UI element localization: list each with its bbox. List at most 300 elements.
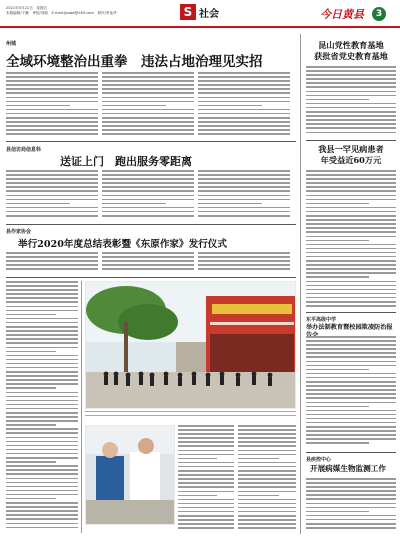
text-line	[238, 466, 296, 468]
text-line	[6, 334, 78, 336]
text-line	[306, 78, 396, 80]
text-line	[102, 178, 194, 180]
text-line	[6, 392, 78, 394]
text-line	[306, 519, 396, 521]
text-line	[102, 195, 194, 197]
text-line	[178, 515, 234, 517]
text-line	[178, 491, 234, 493]
text-line	[178, 437, 234, 439]
text-line	[6, 80, 98, 82]
text-line	[102, 105, 166, 107]
text-line	[306, 281, 396, 283]
text-line	[6, 318, 78, 320]
text-line	[6, 260, 98, 262]
text-line	[306, 348, 396, 350]
text-line	[198, 186, 290, 188]
lower-text-col2	[238, 425, 296, 533]
text-line	[238, 486, 296, 488]
text-line	[102, 117, 194, 119]
text-line	[306, 199, 396, 201]
text-line	[6, 117, 98, 119]
text-line	[6, 428, 78, 430]
text-line	[306, 336, 396, 338]
text-line	[306, 414, 396, 416]
text-line	[306, 264, 396, 266]
text-line	[6, 306, 78, 308]
masthead-editors: 本版编辑/于鹏 审校/刘敏 E-mail:jjxsbd@163.com 制作/李连华	[6, 11, 117, 15]
text-line	[306, 123, 396, 125]
text-line	[198, 133, 290, 135]
text-line	[6, 133, 98, 135]
text-line	[102, 121, 194, 123]
text-line	[6, 101, 98, 103]
text-line	[102, 211, 194, 213]
text-line	[306, 410, 396, 412]
text-line	[6, 461, 56, 463]
text-line	[198, 101, 290, 103]
text-line	[6, 367, 78, 369]
text-line	[6, 375, 78, 377]
petition-text-col1	[6, 170, 98, 220]
text-line	[306, 115, 396, 117]
text-line	[306, 207, 396, 209]
text-line	[6, 371, 78, 373]
age-headline-1: 我县一罕见病患者	[318, 144, 384, 154]
text-line	[178, 486, 234, 488]
text-line	[178, 499, 234, 501]
text-line	[6, 379, 78, 381]
text-line	[6, 289, 78, 291]
text-line	[6, 359, 78, 361]
petition-headline: 送证上门 跑出服务零距离	[60, 155, 192, 168]
text-line	[306, 256, 396, 258]
text-line	[198, 170, 290, 172]
text-line	[306, 381, 396, 383]
age-text	[306, 170, 396, 310]
text-line	[6, 268, 98, 270]
text-line	[6, 342, 78, 344]
text-line	[6, 215, 98, 217]
text-line	[178, 474, 234, 476]
text-line	[6, 424, 56, 426]
text-line	[306, 170, 396, 172]
divider	[6, 141, 296, 142]
campus-photo-art	[86, 282, 296, 409]
text-line	[6, 326, 78, 328]
text-line	[306, 127, 396, 129]
writers-kicker: 县作家协会	[6, 229, 32, 235]
text-line	[198, 109, 290, 111]
text-line	[198, 84, 290, 86]
text-line	[306, 377, 396, 379]
text-line	[306, 422, 396, 424]
text-line	[6, 199, 98, 201]
text-line	[198, 129, 290, 131]
text-line	[306, 82, 396, 84]
text-line	[306, 215, 396, 217]
text-line	[238, 433, 296, 435]
text-line	[178, 495, 217, 497]
text-line	[102, 264, 194, 266]
text-line	[306, 240, 369, 242]
text-line	[238, 507, 296, 509]
party-base-headline	[306, 40, 396, 62]
text-line	[306, 74, 396, 76]
text-line	[238, 495, 279, 497]
text-line	[6, 293, 78, 295]
text-line	[102, 252, 194, 254]
text-line	[102, 203, 166, 205]
text-line	[198, 256, 290, 258]
text-line	[6, 186, 98, 188]
text-line	[6, 457, 78, 459]
text-line	[178, 482, 234, 484]
text-line	[306, 227, 396, 229]
text-line	[102, 113, 194, 115]
text-line	[306, 219, 396, 221]
masthead	[0, 0, 400, 28]
text-line	[306, 426, 396, 428]
text-line	[6, 285, 78, 287]
text-line	[306, 406, 369, 408]
text-line	[6, 195, 98, 197]
text-line	[306, 66, 396, 68]
text-line	[178, 523, 234, 525]
text-line	[178, 478, 234, 480]
text-line	[198, 80, 290, 82]
text-line	[238, 450, 296, 452]
text-line	[198, 207, 290, 209]
text-line	[6, 113, 98, 115]
text-line	[6, 129, 98, 131]
text-line	[306, 430, 396, 432]
text-line	[102, 207, 194, 209]
text-line	[306, 99, 369, 101]
monitor-headline: 开展病媒生物监测工作	[310, 464, 386, 473]
text-line	[198, 252, 290, 254]
text-line	[306, 365, 396, 367]
text-line	[306, 260, 396, 262]
text-line	[306, 305, 396, 307]
text-line	[306, 297, 396, 299]
text-line	[178, 462, 234, 464]
text-line	[238, 511, 296, 513]
text-line	[306, 174, 396, 176]
text-line	[6, 207, 98, 209]
text-line	[306, 223, 396, 225]
text-line	[306, 103, 396, 105]
text-line	[102, 215, 194, 217]
text-line	[306, 438, 396, 440]
text-line	[306, 434, 396, 436]
text-line	[6, 518, 78, 520]
text-line	[306, 523, 396, 525]
text-line	[6, 420, 78, 422]
text-line	[306, 503, 396, 505]
text-line	[306, 393, 396, 395]
text-line	[6, 92, 98, 94]
text-line	[6, 400, 78, 402]
section-name: 社会	[199, 9, 219, 20]
text-line	[198, 117, 290, 119]
writers-headline: 举行2020年度总结表彰暨《东原作家》发行仪式	[18, 239, 227, 250]
text-line	[238, 515, 296, 517]
photo-caption	[85, 411, 296, 421]
text-line	[198, 72, 290, 74]
text-line	[6, 494, 78, 496]
text-line	[102, 72, 194, 74]
text-line	[198, 199, 290, 201]
page-number: 3	[372, 7, 386, 21]
writers-text-col3	[198, 252, 290, 274]
divider	[6, 224, 296, 225]
text-line	[198, 182, 290, 184]
text-line	[306, 276, 369, 278]
text-line	[306, 195, 396, 197]
text-line	[6, 256, 98, 258]
text-line	[6, 453, 78, 455]
text-line	[306, 268, 396, 270]
medical-photo-art	[86, 426, 175, 525]
text-line	[238, 503, 296, 505]
text-line	[198, 125, 290, 127]
text-line	[238, 441, 296, 443]
text-line	[6, 383, 78, 385]
text-line	[306, 91, 396, 93]
text-line	[178, 429, 234, 431]
text-line	[238, 478, 296, 480]
text-line	[198, 76, 290, 78]
text-line	[238, 474, 296, 476]
text-line	[178, 466, 234, 468]
text-line	[6, 97, 98, 99]
text-line	[102, 129, 194, 131]
text-line	[102, 84, 194, 86]
text-line	[6, 182, 98, 184]
text-line	[6, 502, 78, 504]
text-line	[102, 256, 194, 258]
text-line	[102, 101, 194, 103]
campus-photo	[85, 281, 296, 409]
text-line	[178, 441, 234, 443]
text-line	[6, 347, 78, 349]
text-line	[178, 507, 234, 509]
text-line	[6, 297, 78, 299]
monitor-kicker: 县疾控中心	[306, 457, 332, 463]
text-line	[178, 519, 234, 521]
text-line	[238, 519, 296, 521]
text-line	[6, 449, 78, 451]
text-line	[306, 70, 396, 72]
text-line	[198, 113, 290, 115]
section-letter: S	[180, 4, 196, 20]
text-line	[306, 301, 396, 303]
text-line	[102, 186, 194, 188]
text-line	[102, 174, 194, 176]
text-line	[198, 264, 290, 266]
text-line	[6, 310, 78, 312]
text-line	[306, 119, 396, 121]
text-line	[178, 445, 234, 447]
text-line	[178, 454, 234, 456]
text-line	[198, 195, 290, 197]
text-line	[6, 211, 98, 213]
text-line	[6, 445, 78, 447]
text-line	[306, 515, 396, 517]
text-line	[306, 111, 396, 113]
text-line	[238, 482, 296, 484]
masthead-info	[6, 6, 156, 16]
text-line	[238, 499, 296, 501]
party-base-headline-2: 获批省党史教育基地	[314, 51, 388, 61]
text-line	[238, 470, 296, 472]
text-line	[6, 510, 78, 512]
masthead-date: 2021年5月21日 星期五	[6, 6, 48, 10]
text-line	[6, 72, 98, 74]
text-line	[102, 97, 194, 99]
text-line	[306, 107, 396, 109]
text-line	[6, 416, 78, 418]
petition-kicker: 县信访局信息科	[6, 147, 42, 153]
monitor-text	[306, 478, 396, 533]
text-line	[102, 170, 194, 172]
petition-text-col3	[198, 170, 290, 220]
petition-text-col2	[102, 170, 194, 220]
text-line	[198, 211, 290, 213]
divider	[6, 277, 296, 278]
column-divider	[81, 281, 82, 533]
text-line	[306, 186, 396, 188]
text-line	[6, 264, 98, 266]
text-line	[85, 415, 296, 416]
text-line	[6, 432, 78, 434]
text-line	[306, 132, 396, 134]
text-line	[178, 527, 234, 529]
text-line	[102, 182, 194, 184]
main-text-col2	[102, 72, 194, 138]
text-line	[306, 190, 396, 192]
text-line	[306, 344, 396, 346]
text-line	[238, 527, 296, 529]
text-line	[306, 252, 396, 254]
text-line	[306, 385, 396, 387]
text-line	[6, 482, 78, 484]
text-line	[102, 260, 194, 262]
text-line	[306, 494, 396, 496]
main-text-col1	[6, 72, 98, 138]
text-line	[102, 109, 194, 111]
text-line	[198, 178, 290, 180]
text-line	[6, 301, 78, 303]
text-line	[6, 203, 70, 205]
text-line	[6, 174, 98, 176]
text-line	[306, 507, 396, 509]
text-line	[6, 314, 56, 316]
text-line	[102, 190, 194, 192]
text-line	[198, 215, 290, 217]
text-line	[6, 170, 98, 172]
divider	[306, 140, 396, 141]
text-line	[6, 514, 78, 516]
section-label	[180, 4, 226, 20]
text-line	[6, 252, 98, 254]
text-line	[238, 429, 296, 431]
text-line	[238, 437, 296, 439]
text-line	[306, 203, 369, 205]
party-base-headline-1: 昆山党性教育基地	[318, 40, 384, 50]
text-line	[6, 441, 78, 443]
text-line	[6, 105, 70, 107]
text-line	[178, 450, 234, 452]
text-line	[306, 361, 396, 363]
text-line	[6, 387, 56, 389]
text-line	[306, 352, 396, 354]
text-line	[198, 105, 262, 107]
main-text-col3	[198, 72, 290, 138]
age-headline	[306, 144, 396, 166]
text-line	[198, 97, 290, 99]
text-line	[198, 260, 290, 262]
text-line	[102, 268, 194, 270]
text-line	[198, 174, 290, 176]
left-column-text	[6, 281, 78, 533]
age-headline-2: 年受益近60万元	[320, 155, 382, 165]
text-line	[306, 272, 396, 274]
text-line	[6, 408, 78, 410]
text-line	[102, 76, 194, 78]
text-line	[306, 527, 396, 529]
text-line	[238, 462, 296, 464]
text-line	[102, 88, 194, 90]
text-line	[178, 470, 234, 472]
text-line	[6, 469, 78, 471]
text-line	[306, 289, 396, 291]
text-line	[306, 490, 396, 492]
text-line	[198, 268, 290, 270]
text-line	[306, 397, 396, 399]
text-line	[6, 478, 78, 480]
text-line	[6, 498, 56, 500]
text-line	[102, 133, 194, 135]
text-line	[85, 411, 296, 412]
text-line	[306, 486, 396, 488]
text-line	[306, 418, 396, 420]
text-line	[198, 92, 290, 94]
text-line	[238, 445, 296, 447]
text-line	[306, 478, 396, 480]
text-line	[306, 511, 369, 513]
text-line	[6, 490, 78, 492]
text-line	[6, 412, 78, 414]
text-line	[6, 351, 56, 353]
text-line	[6, 523, 78, 525]
text-line	[306, 482, 396, 484]
text-line	[238, 491, 296, 493]
text-line	[238, 454, 296, 456]
text-line	[306, 244, 396, 246]
text-line	[6, 330, 78, 332]
text-line	[6, 527, 78, 529]
text-line	[6, 355, 78, 357]
text-line	[198, 88, 290, 90]
text-line	[6, 322, 78, 324]
right-column-divider	[300, 34, 301, 534]
text-line	[238, 458, 279, 460]
newspaper-logo: 今日黄县	[320, 8, 364, 21]
text-line	[306, 231, 396, 233]
text-line	[6, 190, 98, 192]
text-line	[306, 356, 396, 358]
